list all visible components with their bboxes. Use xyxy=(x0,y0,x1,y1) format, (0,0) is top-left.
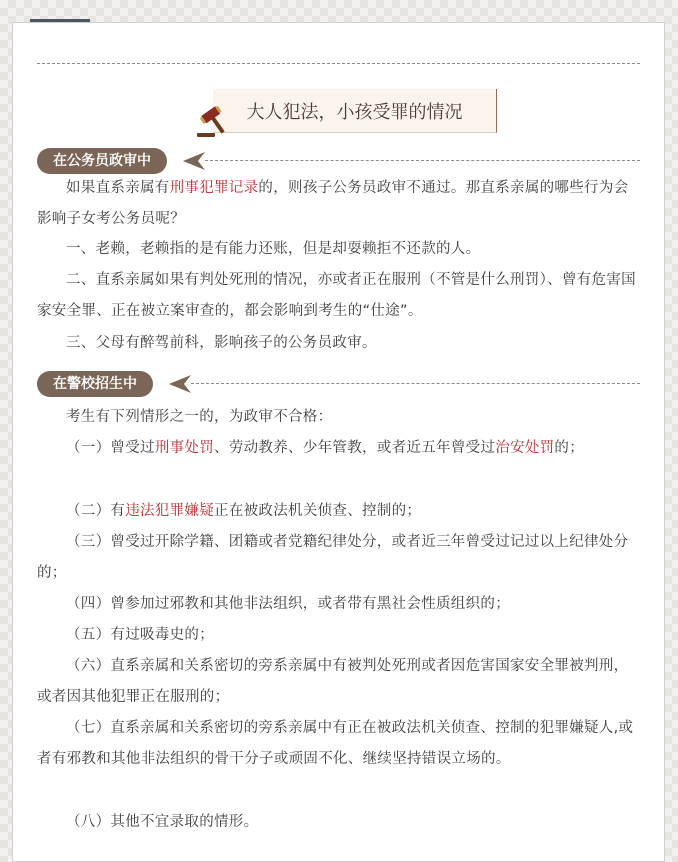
text-segment: 、劳动教养、少年管教，或者近五年曾受过 xyxy=(214,440,496,456)
highlighted-term: 刑事犯罪记录 xyxy=(169,180,259,196)
list-item: （三）曾受过开除学籍、团籍或者党籍纪律处分，或者近三年曾受过记过以上纪律处分的； xyxy=(37,534,629,581)
list-item xyxy=(37,496,640,527)
highlighted-term: 治安处罚 xyxy=(495,440,555,456)
paragraph: 三、父母有醉驾前科，影响孩子的公务员政审。 xyxy=(66,335,377,351)
paragraph: 二、直系亲属如果有判处死刑的情况，亦或者正在服刑（不管是什么刑罚）、曾有危害国家安全罪、正在被立案审查的，都会影响到考生的“仕途”。 xyxy=(37,272,636,319)
section-heading-police-academy xyxy=(37,371,640,397)
arrow-left-icon xyxy=(169,375,191,393)
page-title: 大人犯法，小孩受罪的情况 xyxy=(213,89,497,133)
highlighted-term: 刑事处罚 xyxy=(154,440,215,456)
paragraph: 一、老赖，老赖指的是有能力还账，但是却耍赖拒不还款的人。 xyxy=(66,241,481,257)
list-item: （五）有过吸毒史的； xyxy=(66,627,214,643)
list-item: （四）曾参加过邪教和其他非法组织，或者带有黑社会性质组织的； xyxy=(66,596,510,612)
paragraph: 考生有下列情形之一的，为政审不合格： xyxy=(66,409,333,425)
text-segment: （一）曾受过 xyxy=(66,440,155,456)
list-item xyxy=(37,433,640,464)
gavel-icon xyxy=(195,103,235,139)
text-segment: 的，则孩子公务员政审不通过。那直系亲属的哪些行为会影响子女考公务员呢？ xyxy=(37,180,629,227)
text-segment: 正在被政法机关侦查、控制的； xyxy=(214,503,422,519)
highlighted-term: 违法犯罪嫌疑 xyxy=(125,503,215,519)
text-segment: 的； xyxy=(554,440,585,456)
list-item: （七）直系亲属和关系密切的旁系亲属中有正在被政法机关侦查、控制的犯罪嫌疑人,或者有邪教和其他非法组织的骨干分子或顽固不化、继续坚持错误立场的。 xyxy=(37,720,634,767)
heading-dash-line xyxy=(205,160,640,161)
arrow-left-icon xyxy=(183,152,205,170)
divider-line xyxy=(37,63,640,64)
text-segment: 如果直系亲属有 xyxy=(66,180,170,196)
section-heading-label: 在警校招生中 xyxy=(37,371,153,397)
section-heading-label: 在公务员政审中 xyxy=(37,148,167,174)
section-heading-civil-service xyxy=(37,148,640,174)
text-segment: （二）有 xyxy=(66,503,126,519)
heading-dash-line xyxy=(191,383,640,384)
list-item: （六）直系亲属和关系密切的旁系亲属中有被判处死刑或者因危害国家安全罪被判刑，或者因其他犯罪正在服刑的； xyxy=(37,658,629,705)
paragraph xyxy=(37,173,640,235)
article-card xyxy=(12,22,665,862)
list-item: （八）其他不宜录取的情形。 xyxy=(66,814,259,830)
title-banner xyxy=(201,89,497,133)
